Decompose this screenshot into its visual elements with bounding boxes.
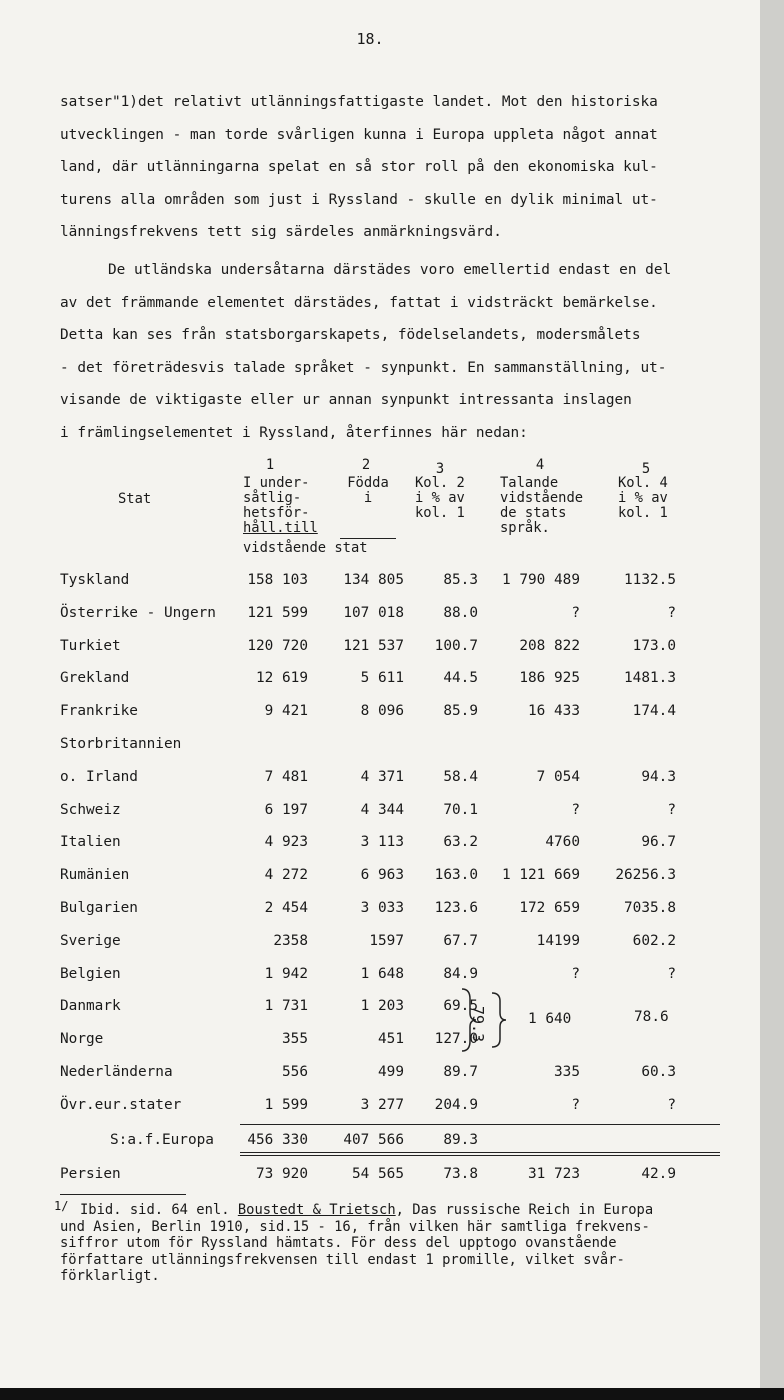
value-c2: 54 565 <box>352 1165 404 1182</box>
value-c4: 208 822 <box>519 637 580 654</box>
header-col3-line: kol. 1 <box>415 505 465 521</box>
state-name: Persien <box>60 1165 121 1182</box>
value-c5: 1481.3 <box>624 670 676 687</box>
col-number-4: 4 <box>535 457 545 473</box>
value-c3: 70.1 <box>443 801 478 818</box>
header-col5-line: Kol. 4 <box>618 475 668 491</box>
footnote-line <box>60 1202 750 1219</box>
text-line: - det företrädesvis talade språket - synpunkt. En sammanställning, ut- <box>60 359 667 376</box>
state-name: o. Irland <box>60 768 138 785</box>
state-name: S:a.f.Europa <box>110 1131 214 1148</box>
text-line: visande de viktigaste eller ur annan synpunkt intressanta inslagen <box>60 392 632 409</box>
value-c3: 63.2 <box>443 834 478 851</box>
header-col4 <box>500 476 583 536</box>
state-name: Övr.eur.stater <box>60 1096 182 1113</box>
table-row <box>60 638 740 660</box>
state-name: Danmark <box>60 998 121 1015</box>
state-name: Norge <box>60 1031 104 1048</box>
value-c3: 89.7 <box>443 1064 478 1080</box>
header-col4-line: de stats <box>500 505 567 521</box>
value-c5: 174.4 <box>632 703 676 720</box>
col-number-2: 2 <box>361 457 371 473</box>
table-row <box>60 1166 740 1188</box>
table-row <box>60 900 740 922</box>
table-row <box>60 670 740 692</box>
value-c1: 456 330 <box>247 1131 308 1148</box>
value-c3: 88.0 <box>443 604 478 621</box>
footnote-mark: 1/ <box>54 1199 69 1213</box>
state-name: Rumänien <box>60 867 130 884</box>
value-c2: 4 371 <box>360 768 404 785</box>
value-c4: 16 433 <box>528 703 580 720</box>
state-name: Bulgarien <box>60 900 138 916</box>
value-c4: 186 925 <box>519 670 580 687</box>
footnote-rule <box>60 1194 186 1195</box>
value-c2: 1 203 <box>360 998 404 1015</box>
footnote-line: siffror utom för Ryssland hämtats. För dess del upptogo ovanstående <box>60 1235 617 1251</box>
value-c1: 4 272 <box>264 867 308 884</box>
value-c5: ? <box>667 1096 676 1113</box>
value-c2: 1 648 <box>360 965 404 982</box>
value-c3: 73.8 <box>443 1165 478 1182</box>
value-c1: 1 942 <box>264 965 308 982</box>
value-c1: 2 454 <box>264 900 308 916</box>
value-c4: 1 790 489 <box>502 572 580 588</box>
value-c4: 7 054 <box>536 768 580 785</box>
text-line: satser"1)det relativt utlänningsfattigaste landet. Mot den historiska <box>60 94 658 110</box>
value-c3: 85.3 <box>443 572 478 588</box>
scan-edge <box>760 0 784 1400</box>
value-c3: 123.6 <box>434 900 478 916</box>
value-c2: 121 537 <box>343 637 404 654</box>
text-line: utvecklingen - man torde svårligen kunna i Europa uppleta något annat <box>60 126 658 143</box>
value-c2: 3 113 <box>360 834 404 851</box>
text-line: turens alla områden som just i Ryssland - skulle en dylik minimal ut- <box>60 191 658 208</box>
header-col1-line: I under- <box>243 475 310 491</box>
value-c4: ? <box>571 965 580 982</box>
value-c1: 121 599 <box>247 604 308 621</box>
value-c2: 407 566 <box>343 1131 404 1148</box>
header-col5-line: kol. 1 <box>618 505 668 521</box>
header-col2-line: Födda <box>347 475 389 491</box>
value-c4: 1 121 669 <box>502 867 580 884</box>
header-col2-line: i <box>363 490 373 506</box>
sum-double-rule <box>240 1152 720 1156</box>
value-c3: 67.7 <box>443 932 478 949</box>
header-col4-line: språk. <box>500 520 550 536</box>
table-row <box>60 966 740 988</box>
footnote <box>54 1199 750 1285</box>
value-c5: 26256.3 <box>615 867 676 884</box>
value-c5: 94.3 <box>641 768 676 785</box>
paragraph-2 <box>60 254 740 450</box>
table-row <box>60 834 740 856</box>
table-row <box>60 736 740 758</box>
state-name: Tyskland <box>60 572 130 588</box>
footnote-line: und Asien, Berlin 1910, sid.15 - 16, från vilken här samtliga frekvens- <box>60 1218 650 1235</box>
value-c5: 602.2 <box>632 932 676 949</box>
table-row <box>60 1064 740 1086</box>
value-c5: ? <box>667 965 676 982</box>
header-col3-line: i % av <box>415 490 465 506</box>
value-c3: 163.0 <box>434 867 478 884</box>
value-c1: 6 197 <box>264 801 308 818</box>
right-brace <box>492 993 506 1047</box>
state-name: Storbritannien <box>60 736 182 752</box>
header-col4-line: vidstående <box>500 490 584 506</box>
state-name: Frankrike <box>60 703 138 720</box>
value-c4: 31 723 <box>528 1165 580 1182</box>
header-col5-line: i % av <box>618 490 668 506</box>
header-col3 <box>415 476 465 521</box>
value-c3: 85.9 <box>443 703 478 720</box>
text-line: av det främmande elementet därstädes, fattat i vidsträckt bemärkelse. <box>60 294 658 311</box>
value-c5: ? <box>667 801 676 818</box>
value-c2: 5 611 <box>360 670 404 687</box>
col-number-3: 3 <box>435 461 445 477</box>
value-c2: 134 805 <box>343 572 404 588</box>
header-col2 <box>336 476 400 506</box>
value-c1: 1 731 <box>264 998 308 1015</box>
value-c5: ? <box>667 604 676 621</box>
value-c5: 1132.5 <box>624 572 676 588</box>
value-c4: 4760 <box>545 834 580 851</box>
state-name: Schweiz <box>60 801 121 818</box>
value-c5: 60.3 <box>641 1064 676 1080</box>
table-row <box>60 572 740 594</box>
value-c4: ? <box>571 801 580 818</box>
value-c3: 100.7 <box>434 637 478 654</box>
table-row <box>60 769 740 791</box>
value-c3: 127.0 <box>434 1031 478 1048</box>
col-number-1: 1 <box>265 457 275 473</box>
value-c2: 451 <box>378 1031 404 1048</box>
header-col3-line: Kol. 2 <box>415 475 465 491</box>
state-name: Sverige <box>60 932 121 949</box>
state-name: Grekland <box>60 670 130 687</box>
value-c5: 7035.8 <box>624 900 676 916</box>
table-row <box>60 867 740 889</box>
value-c4: 335 <box>554 1064 580 1080</box>
text-line: De utländska undersåtarna därstädes voro emellertid endast en del <box>108 262 672 278</box>
value-c3: 44.5 <box>443 670 478 687</box>
table-row <box>60 703 740 725</box>
value-c1: 9 421 <box>264 703 308 720</box>
brace-combined-value: 79.3 <box>469 1006 487 1043</box>
value-c2: 3 033 <box>360 900 404 916</box>
text-line: land, där utlänningarna spelat en så stor roll på den ekonomiska kul- <box>60 159 658 176</box>
value-c4: 14199 <box>536 932 580 949</box>
header-col5 <box>618 476 668 521</box>
col-number-5: 5 <box>641 461 651 477</box>
header-col1-line: såtlig- <box>243 490 302 506</box>
value-c2: 1597 <box>369 932 404 949</box>
value-c1: 120 720 <box>247 637 308 654</box>
state-name: Turkiet <box>60 637 121 654</box>
value-c1: 4 923 <box>264 834 308 851</box>
value-c2: 3 277 <box>360 1096 404 1113</box>
value-c4: 172 659 <box>519 900 580 916</box>
value-c2: 107 018 <box>343 604 404 621</box>
value-c3: 89.3 <box>443 1131 478 1148</box>
footnote-line: författare utlänningsfrekvensen till endast 1 promille, vilket svår- <box>60 1251 625 1268</box>
state-name: Österrike - Ungern <box>60 604 216 621</box>
value-c1: 2358 <box>273 932 308 949</box>
value-c1: 355 <box>282 1031 308 1048</box>
value-c4: ? <box>571 604 580 621</box>
value-c5: 42.9 <box>641 1165 676 1182</box>
value-c1: 158 103 <box>247 572 308 588</box>
table-row <box>60 1031 740 1053</box>
header-col1-2-span: vidstående stat <box>243 540 368 556</box>
table-row <box>60 1097 740 1119</box>
value-c1: 12 619 <box>256 670 308 687</box>
value-c2: 499 <box>378 1064 404 1080</box>
state-name: Italien <box>60 834 121 851</box>
header-col1-line: hetsför- <box>243 505 310 521</box>
header-col1-line: håll.till <box>243 520 318 536</box>
text-line: Detta kan ses från statsborgarskapets, födelselandets, modersmålets <box>60 327 641 344</box>
header-col1 <box>243 476 318 536</box>
footnote-authors: Boustedt & Trietsch <box>237 1202 396 1218</box>
header-stat: Stat <box>118 491 152 507</box>
value-c3: 204.9 <box>434 1096 478 1113</box>
value-c3: 69.5 <box>443 998 478 1015</box>
value-c3: 58.4 <box>443 768 478 785</box>
value-c3: 84.9 <box>443 965 478 982</box>
paragraph-1 <box>60 86 740 249</box>
scan-edge <box>0 1388 784 1400</box>
value-c1: 73 920 <box>256 1165 308 1182</box>
footnote-text: Ibid. sid. 64 enl. <box>80 1202 238 1218</box>
text-line: länningsfrekvens tett sig särdeles anmärkningsvärd. <box>60 224 502 241</box>
value-c2: 6 963 <box>360 867 404 884</box>
value-c2: 4 344 <box>360 801 404 818</box>
value-c1: 1 599 <box>264 1096 308 1113</box>
state-name: Nederländerna <box>60 1064 173 1080</box>
value-c5: 96.7 <box>641 834 676 851</box>
value-c4: ? <box>571 1096 580 1113</box>
state-name: Belgien <box>60 965 121 982</box>
value-c5: 173.0 <box>632 637 676 654</box>
table-row <box>60 802 740 824</box>
table-row <box>60 605 740 627</box>
value-c1: 556 <box>282 1064 308 1080</box>
table-row <box>60 933 740 955</box>
sum-rule <box>240 1124 720 1125</box>
table-total-row <box>60 1132 740 1154</box>
page-number: 18. <box>356 30 384 48</box>
brace-c5-value: 78.6 <box>634 1009 669 1025</box>
header-underline <box>340 538 396 539</box>
footnote-text: , Das russische Reich in Europa <box>395 1202 654 1218</box>
value-c2: 8 096 <box>360 703 404 720</box>
text-line: i främlingselementet i Ryssland, återfinnes här nedan: <box>60 424 528 441</box>
brace-c4-value: 1 640 <box>528 1011 572 1027</box>
header-col4-line: Talande <box>500 475 559 491</box>
footnote-line: förklarligt. <box>60 1268 160 1284</box>
value-c1: 7 481 <box>264 768 308 785</box>
